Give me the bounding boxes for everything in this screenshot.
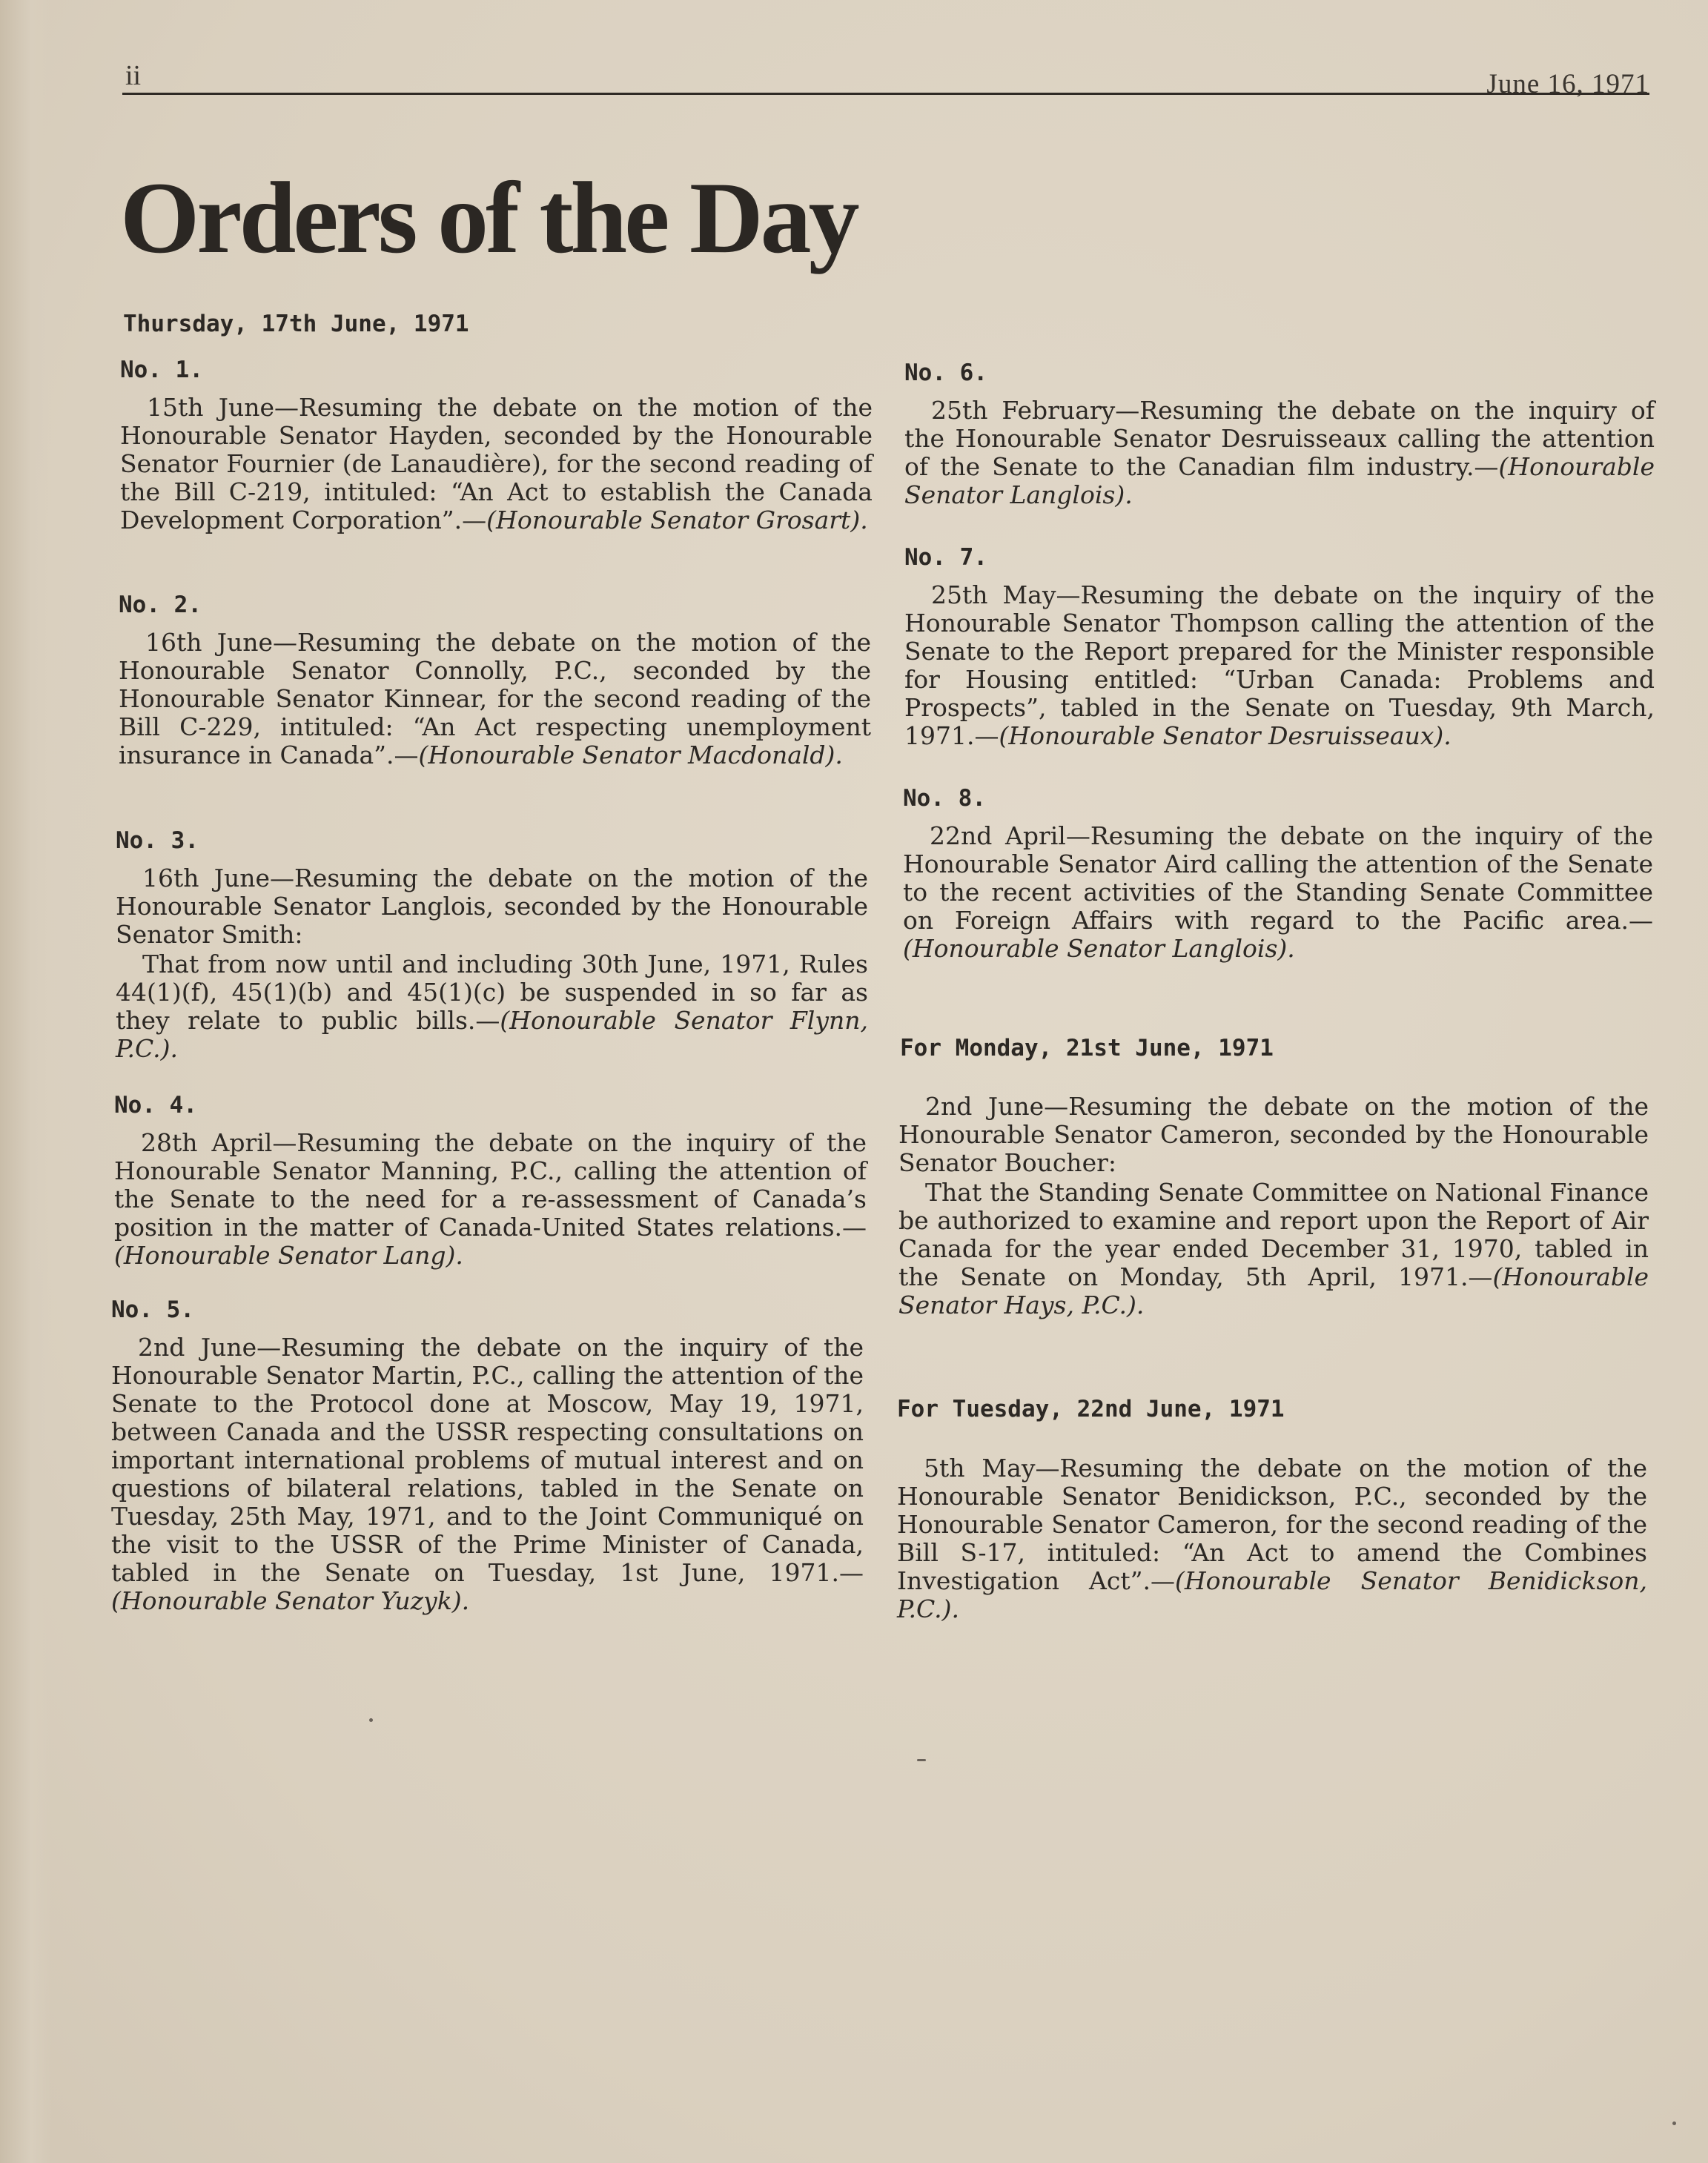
tuesday-motion (897, 1454, 1647, 1623)
item-text: 5th May—Resuming the debate on the motion of the Honourable Senator Benidickson, P.C., seconded by the Honourable Senator Cameron, for the second reading of the Bill S-17, intituled: “An Act to amend the Combines Investigation Act”.—(Honourable Senator Benidickson, P.C.). (897, 1454, 1647, 1623)
item-number: No. 7. (904, 544, 987, 571)
item-text: 16th June—Resuming the debate on the motion of the Honourable Senator Langlois, seconded by the Honourable Senator Smith: (116, 863, 868, 949)
item-text: 16th June—Resuming the debate on the motion of the Honourable Senator Connolly, P.C., seconded by the Honourable Senator Kinnear, for the second reading of the Bill C-229, intituled: “An Act respecting unemployment insurance in Canada”.—(Honourable Senator Macdonald). (119, 627, 871, 769)
item-resolution: That from now until and including 30th June, 1971, Rules 44(1)(f), 45(1)(b) and 45(1)(c) be suspended in so far as they relate to public bills.—(Honourable Senator Flynn, P.C.). (116, 949, 868, 1063)
item-resolution: That the Standing Senate Committee on National Finance be authorized to examine and report upon the Report of Air Canada for the year ended December 31, 1970, tabled in the Senate on Monday, 5th April, 1971.—(Honourable Senator Hays, P.C.). (898, 1178, 1649, 1319)
item-number: No. 6. (904, 360, 987, 386)
order-item-7 (904, 543, 1655, 750)
item-text: 25th February—Resuming the debate on the inquiry of the Honourable Senator Desruisseaux calling the attention of the Senate to the Canadian film industry.—(Honourable Senator Langlois). (904, 395, 1655, 509)
item-text: 15th June—Resuming the debate on the motion of the Honourable Senator Hayden, seconded by the Honourable Senator Fournier (de Lanaudière), for the second reading of the Bill C-219, intituled: “An Act to establish the Canada Development Corporation”.—(Honourable Senator Grosart). (120, 392, 873, 534)
header-rule (122, 93, 1649, 95)
item-number: No. 3. (116, 827, 199, 854)
order-item-6 (904, 359, 1655, 509)
header-date: June 16, 1971 (1486, 69, 1649, 99)
item-number: No. 8. (903, 785, 986, 812)
item-text: 22nd April—Resuming the debate on the inquiry of the Honourable Senator Aird calling the attention of the Senate to the recent activities of the Standing Senate Committee on Foreign Affairs with regard to the Pacific area.—(Honourable Senator Langlois). (903, 821, 1653, 963)
item-number: No. 2. (119, 592, 202, 618)
item-number: No. 5. (111, 1296, 194, 1323)
monday-motion (898, 1093, 1649, 1319)
page-title: Orders of the Day (120, 161, 857, 274)
order-item-5 (111, 1296, 864, 1615)
order-item-8 (903, 784, 1653, 963)
paper-speck (917, 1759, 926, 1761)
order-item-1 (120, 356, 873, 534)
paper-speck (369, 1718, 373, 1722)
item-text: 28th April—Resuming the debate on the inquiry of the Honourable Senator Manning, P.C., calling the attention of the Senate to the need for a re-assessment of Canada’s position in the matter of Canada-United States relations.—(Honourable Senator Lang). (114, 1127, 867, 1270)
item-number: No. 4. (114, 1092, 197, 1119)
item-text: 25th May—Resuming the debate on the inquiry of the Honourable Senator Thompson calling the attention of the Senate to the Report prepared for the Minister responsible for Housing entitled: “Urban Canada: Problems and Prospects”, tabled in the Senate on Tuesday, 9th March, 1971.—(Honourable Senator Desruisseaux). (904, 580, 1655, 750)
paper-speck (1672, 2121, 1676, 2125)
order-item-4 (114, 1091, 867, 1270)
order-item-2 (119, 591, 871, 769)
item-text: 2nd June—Resuming the debate on the inquiry of the Honourable Senator Martin, P.C., calling the attention of the Senate to the Protocol done at Moscow, May 19, 1971, between Canada and the USSR respecting consultations on important international problems of mutual interest and on questions of bilateral relations, tabled in the Senate on Tuesday, 25th May, 1971, and to the Joint Communiqué on the visit to the USSR of the Prime Minister of Canada, tabled in the Senate on Tuesday, 1st June, 1971.—(Honourable Senator Yuzyk). (111, 1332, 864, 1615)
section-date-thursday: Thursday, 17th June, 1971 (123, 311, 469, 337)
page-edge-shadow (0, 0, 52, 2163)
section-date-tuesday: For Tuesday, 22nd June, 1971 (897, 1396, 1285, 1422)
item-number: No. 1. (120, 357, 203, 383)
order-item-3 (116, 827, 868, 1063)
page-header (122, 52, 1649, 104)
page-number: ii (125, 60, 142, 91)
section-date-monday: For Monday, 21st June, 1971 (900, 1035, 1274, 1061)
item-text: 2nd June—Resuming the debate on the motion of the Honourable Senator Cameron, seconded by the Honourable Senator Boucher: (898, 1092, 1649, 1177)
